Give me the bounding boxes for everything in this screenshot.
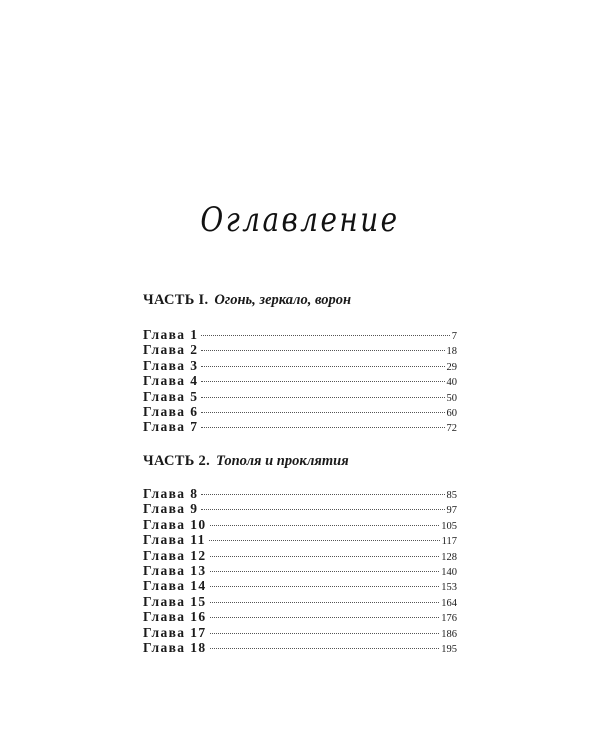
chapter-label: Глава 8 bbox=[143, 486, 199, 501]
part-heading-1 bbox=[143, 292, 351, 309]
dot-leader bbox=[209, 540, 440, 541]
toc-entry-chapter-3[interactable] bbox=[143, 358, 457, 373]
dot-leader bbox=[201, 350, 444, 351]
toc-entry-chapter-9[interactable] bbox=[143, 501, 457, 516]
page-number: 72 bbox=[446, 423, 457, 435]
dot-leader bbox=[201, 427, 444, 428]
toc-entry-chapter-17[interactable] bbox=[143, 625, 457, 640]
page-number: 85 bbox=[446, 490, 457, 501]
toc-entry-chapter-10[interactable] bbox=[143, 517, 457, 532]
dot-leader bbox=[201, 494, 444, 495]
chapter-label: Глава 17 bbox=[143, 624, 207, 640]
page-number: 128 bbox=[441, 551, 457, 563]
chapter-label: Глава 15 bbox=[143, 593, 207, 609]
chapter-label: Глава 14 bbox=[143, 578, 207, 594]
dot-leader bbox=[210, 648, 440, 649]
toc-entry-chapter-6[interactable] bbox=[143, 404, 457, 419]
toc-entry-chapter-15[interactable] bbox=[143, 594, 457, 609]
page-number: 18 bbox=[446, 346, 457, 358]
part-heading-2 bbox=[143, 453, 349, 470]
dot-leader bbox=[201, 366, 444, 367]
chapter-label: Глава 1 bbox=[143, 327, 199, 342]
chapter-label: Глава 3 bbox=[143, 357, 199, 373]
chapter-label: Глава 7 bbox=[143, 419, 199, 435]
dot-leader bbox=[210, 571, 440, 572]
toc-entry-chapter-16[interactable] bbox=[143, 609, 457, 624]
page-number: 176 bbox=[441, 613, 457, 625]
page-number: 7 bbox=[451, 331, 457, 342]
page-number: 195 bbox=[441, 643, 457, 655]
dot-leader bbox=[210, 525, 440, 526]
dot-leader bbox=[210, 617, 440, 618]
dot-leader bbox=[210, 586, 440, 587]
toc-entry-chapter-7[interactable] bbox=[143, 419, 457, 434]
toc-entry-chapter-18[interactable] bbox=[143, 640, 457, 655]
toc-entry-chapter-2[interactable] bbox=[143, 342, 457, 357]
page-number: 105 bbox=[441, 520, 457, 532]
page-number: 164 bbox=[441, 597, 457, 609]
dot-leader bbox=[210, 602, 440, 603]
chapter-label: Глава 12 bbox=[143, 547, 207, 563]
dot-leader bbox=[201, 335, 449, 336]
chapter-label: Глава 10 bbox=[143, 516, 207, 532]
part-name: Тополя и проклятия bbox=[216, 453, 349, 469]
chapter-label: Глава 16 bbox=[143, 609, 207, 625]
chapter-label: Глава 2 bbox=[143, 342, 199, 358]
page-number: 40 bbox=[446, 377, 457, 389]
toc-entry-chapter-13[interactable] bbox=[143, 563, 457, 578]
page-number: 29 bbox=[446, 361, 457, 373]
chapter-label: Глава 13 bbox=[143, 562, 207, 578]
part-label: ЧАСТЬ I. bbox=[143, 292, 209, 308]
dot-leader bbox=[210, 556, 440, 557]
part-label: ЧАСТЬ 2. bbox=[143, 453, 211, 469]
page-number: 50 bbox=[446, 392, 457, 404]
chapter-label: Глава 4 bbox=[143, 373, 199, 389]
dot-leader bbox=[201, 509, 444, 510]
page-number: 153 bbox=[441, 582, 457, 594]
dot-leader bbox=[201, 381, 444, 382]
chapter-label: Глава 5 bbox=[143, 388, 199, 404]
page-number: 97 bbox=[446, 505, 457, 517]
page-number: 60 bbox=[446, 407, 457, 419]
dot-leader bbox=[210, 633, 440, 634]
page-number: 117 bbox=[441, 536, 457, 548]
chapter-label: Глава 18 bbox=[143, 639, 207, 655]
toc-entry-chapter-1[interactable] bbox=[143, 327, 457, 342]
toc-entry-chapter-5[interactable] bbox=[143, 389, 457, 404]
toc-entry-chapter-12[interactable] bbox=[143, 548, 457, 563]
page-title: Оглавление bbox=[200, 200, 400, 240]
toc-entry-chapter-14[interactable] bbox=[143, 578, 457, 593]
page-number: 186 bbox=[441, 628, 457, 640]
page-number: 140 bbox=[441, 566, 457, 578]
dot-leader bbox=[201, 397, 444, 398]
toc-entry-chapter-11[interactable] bbox=[143, 532, 457, 547]
chapter-list-part-1 bbox=[143, 327, 457, 435]
chapter-label: Глава 11 bbox=[143, 532, 206, 548]
part-name: Огонь, зеркало, ворон bbox=[214, 292, 352, 308]
chapter-label: Глава 9 bbox=[143, 501, 199, 517]
chapter-list-part-2 bbox=[143, 486, 457, 655]
toc-entry-chapter-4[interactable] bbox=[143, 373, 457, 388]
chapter-label: Глава 6 bbox=[143, 403, 199, 419]
dot-leader bbox=[201, 412, 444, 413]
toc-entry-chapter-8[interactable] bbox=[143, 486, 457, 501]
